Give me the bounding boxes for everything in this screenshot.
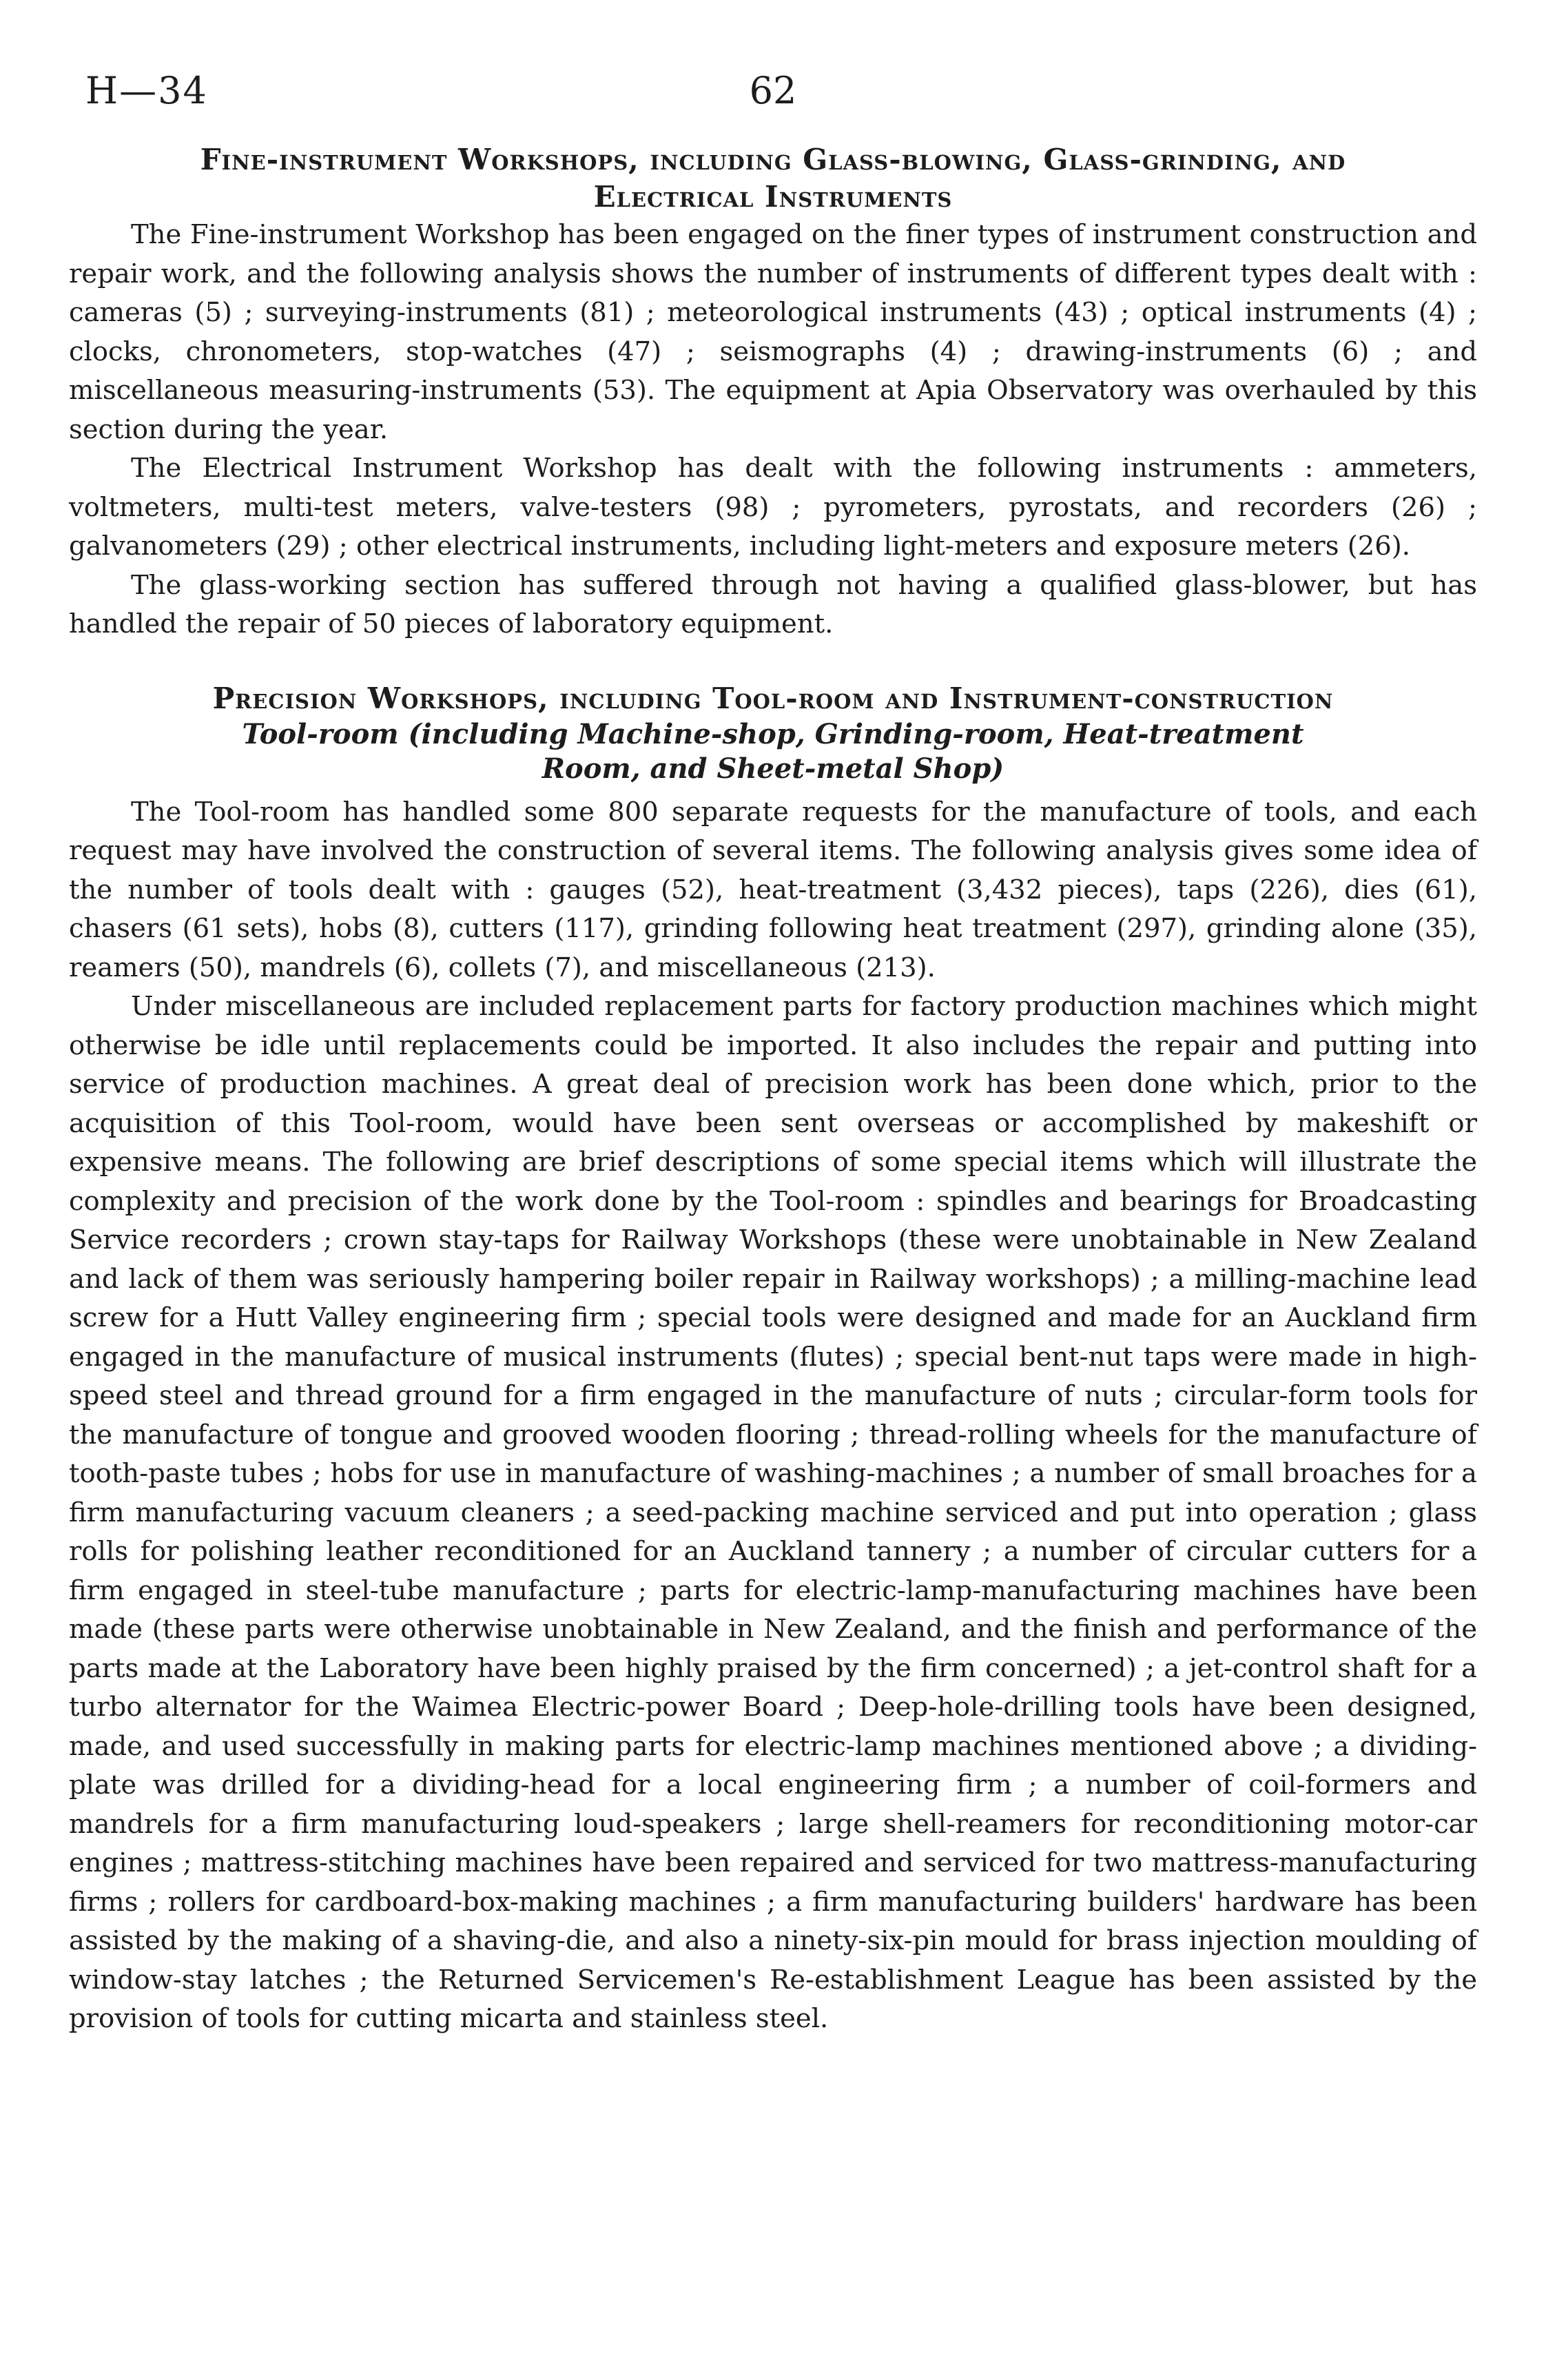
page-number: 62: [749, 69, 797, 112]
section-precision-workshops: [69, 680, 1477, 2039]
page-header: [69, 69, 1477, 141]
section-heading-line-2: Electrical Instruments: [593, 180, 953, 214]
sub-heading-line-2: Room, and Sheet-metal Shop): [542, 752, 1004, 785]
paragraph: The glass-working section has suffered through not having a qualified glass-blower, but has handled the repair of 50 pieces of laboratory equipment.: [69, 569, 1477, 639]
paragraph: Under miscellaneous are included replacement parts for factory production machines which might otherwise be idle until replacements could be imported. It also includes the repair and putting into service of production machines. A great deal of precision work has been done which, prior to the acquisition of this Tool-room, would have been sent overseas or accomplished by makeshift or expensive means. The following are brief descriptions of some special items which will illustrate the complexity and precision of the work done by the Tool-room : spindles and bearings for Broadcasting Service recorders ; crown stay-taps for Railway Workshops (these were unobtainable in New Zealand and lack of them was seriously hampering boiler repair in Railway workshops) ; a milling-machine lead screw for a Hutt Valley engineering firm ; special tools were designed and made for an Auckland firm engaged in the manufacture of musical instruments (flutes) ; special bent-nut taps were made in high-speed steel and thread ground for a firm engaged in the manufacture of nuts ; circular-form tools for the manufacture of tongue and grooved wooden flooring ; thread-rolling wheels for the manufacture of tooth-paste tubes ; hobs for use in manufacture of washing-machines ; a number of small broaches for a firm manufacturing vacuum cleaners ; a seed-packing machine serviced and put into operation ; glass rolls for polishing leather reconditioned for an Auckland tannery ; a number of circular cutters for a firm engaged in steel-tube manufacture ; parts for electric-lamp-manufacturing machines have been made (these parts were otherwise unobtainable in New Zealand, and the finish and performance of the parts made at the Laboratory have been highly praised by the firm concerned) ; a jet-control shaft for a turbo alternator for the Waimea Electric-power Board ; Deep-hole-drilling tools have been designed, made, and used successfully in making parts for electric-lamp machines mentioned above ; a dividing-plate was drilled for a dividing-head for a local engineering firm ; a number of coil-formers and mandrels for a firm manufacturing loud-speakers ; large shell-reamers for reconditioning motor-car engines ; mattress-stitching machines have been repaired and serviced for two mattress-manufacturing firms ; rollers for cardboard-box-making machines ; a firm manufacturing builders' hardware has been assisted by the making of a shaving-die, and also a ninety-six-pin mould for brass injection moulding of window-stay latches ; the Returned Servicemen's Re-establishment League has been assisted by the provision of tools for cutting micarta and stainless steel.: [69, 991, 1477, 2034]
section-spacer: [69, 644, 1477, 680]
section-fine-instrument-workshops: [69, 141, 1477, 644]
paragraph: The Electrical Instrument Workshop has dealt with the following instruments : ammeters, voltmeters, multi-test meters, valve-testers (98) ; pyrometers, pyrostats, and recorders (26) ; galvanometers (29) ; other electrical instruments, including light-meters and exposure meters (26).: [69, 453, 1477, 562]
section-heading: Precision Workshops, including Tool-room and Instrument-construction: [212, 681, 1334, 715]
section-heading-line-1: Fine-instrument Workshops, including Glass-blowing, Glass-grinding, and: [200, 143, 1346, 176]
paragraph: The Tool-room has handled some 800 separate requests for the manufacture of tools, and each request may have involved the construction of several items. The following analysis gives some idea of the number of tools dealt with : gauges (52), heat-treatment (3,432 pieces), taps (226), dies (61), chasers (61 sets), hobs (8), cutters (117), grinding following heat treatment (297), grinding alone (35), reamers (50), mandrels (6), collets (7), and miscellaneous (213).: [69, 796, 1477, 983]
sub-heading-tool-room: [69, 717, 1477, 786]
sub-heading-line-1: Tool-room (including Machine-shop, Grinding-room, Heat-treatment: [242, 717, 1304, 750]
paragraph: The Fine-instrument Workshop has been engaged on the finer types of instrument construction and repair work, and the following analysis shows the number of instruments of different types dealt with : cameras (5) ; surveying-instruments (81) ; meteorological instruments (43) ; optical instruments (4) ; clocks, chronometers, stop-watches (47) ; seismographs (4) ; drawing-instruments (6) ; and miscellaneous measuring-instruments (53). The equipment at Apia Observatory was overhauled by this section during the year.: [69, 219, 1477, 445]
page-reference: H—34: [85, 69, 208, 112]
